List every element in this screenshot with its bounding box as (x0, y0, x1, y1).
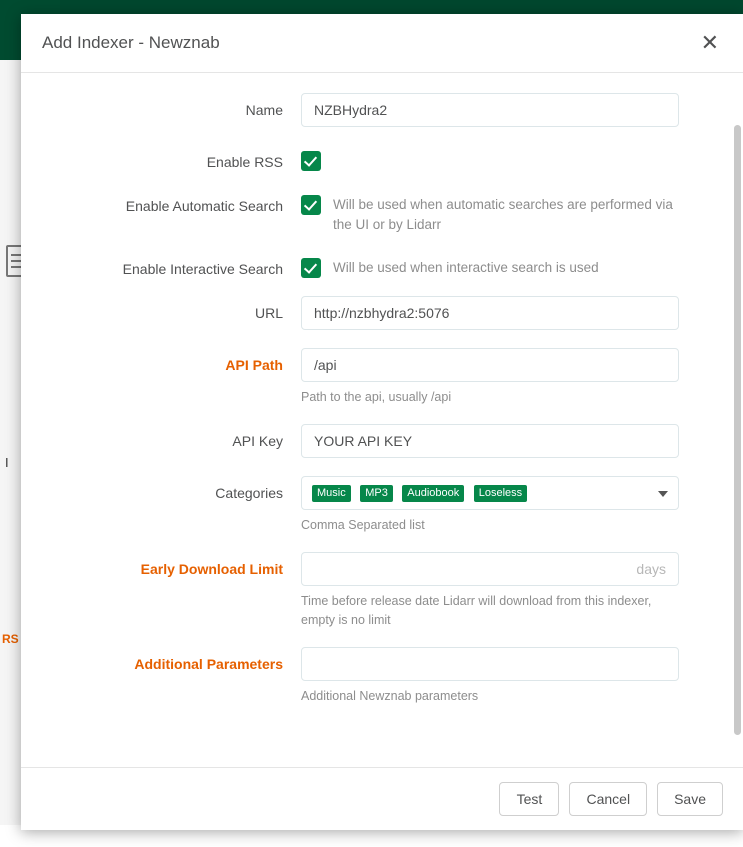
name-input[interactable] (301, 93, 679, 127)
control-enable-interactive-search (301, 252, 701, 278)
control-categories (301, 476, 679, 534)
field-row-name (21, 93, 743, 127)
category-tag: Music (312, 485, 351, 502)
field-row-additional-parameters (21, 647, 743, 705)
test-button[interactable]: Test (499, 782, 559, 816)
additional-parameters-input[interactable] (301, 647, 679, 681)
modal-header (21, 14, 743, 73)
modal-footer (21, 767, 743, 830)
add-indexer-modal (21, 14, 743, 830)
modal-scrollbar[interactable] (734, 73, 742, 767)
field-row-api-key (21, 424, 743, 458)
control-early-download-limit (301, 552, 679, 628)
background-label-1: I (5, 455, 9, 470)
control-api-path (301, 348, 679, 406)
control-name (301, 93, 679, 127)
enable-rss-checkbox[interactable] (301, 151, 321, 171)
url-input[interactable] (301, 296, 679, 330)
cancel-button[interactable]: Cancel (569, 782, 647, 816)
save-button[interactable]: Save (657, 782, 723, 816)
early-download-limit-input[interactable] (301, 552, 679, 586)
control-enable-rss (301, 145, 679, 171)
api-path-input[interactable] (301, 348, 679, 382)
categories-select[interactable] (301, 476, 679, 510)
modal-body (21, 73, 743, 767)
field-row-url (21, 296, 743, 330)
label-categories: Categories (215, 485, 283, 502)
category-tag: Audiobook (402, 485, 464, 502)
chevron-down-icon[interactable] (658, 491, 668, 497)
early-download-limit-help: Time before release date Lidarr will download from this indexer, empty is no limit (301, 594, 652, 627)
categories-help: Comma Separated list (301, 518, 425, 533)
label-name: Name (245, 102, 283, 118)
additional-parameters-help: Additional Newznab parameters (301, 688, 479, 703)
label-enable-rss: Enable RSS (206, 154, 283, 170)
close-icon[interactable]: ✕ (695, 30, 725, 56)
page-title: Add Indexer - Newznab (42, 33, 220, 52)
api-path-help: Path to the api, usually /api (301, 390, 452, 405)
enable-automatic-search-hint: Will be used when automatic searches are performed via the UI or by Lidarr (333, 197, 673, 232)
api-key-input[interactable] (301, 424, 679, 458)
control-url (301, 296, 679, 330)
field-row-enable-interactive-search (21, 252, 743, 278)
field-row-enable-automatic-search (21, 189, 743, 234)
field-row-api-path (21, 348, 743, 406)
background-label-2: RS (2, 632, 19, 646)
field-row-early-download-limit (21, 552, 743, 628)
label-additional-parameters: Additional Parameters (134, 655, 283, 672)
control-enable-automatic-search (301, 189, 701, 234)
enable-interactive-search-hint: Will be used when interactive search is used (333, 260, 599, 276)
field-row-enable-rss (21, 145, 743, 171)
control-additional-parameters (301, 647, 679, 705)
modal-scrollbar-thumb[interactable] (734, 125, 741, 735)
control-api-key (301, 424, 679, 458)
category-tag: MP3 (360, 485, 393, 502)
enable-automatic-search-checkbox[interactable] (301, 195, 321, 215)
label-enable-interactive-search: Enable Interactive Search (122, 261, 283, 278)
field-row-categories (21, 476, 743, 534)
label-enable-automatic-search: Enable Automatic Search (125, 198, 283, 214)
label-early-download-limit: Early Download Limit (140, 561, 283, 578)
category-tag: Loseless (474, 485, 527, 502)
label-api-key: API Key (232, 433, 283, 450)
label-url: URL (254, 305, 283, 322)
label-api-path: API Path (225, 357, 283, 374)
enable-interactive-search-checkbox[interactable] (301, 258, 321, 278)
